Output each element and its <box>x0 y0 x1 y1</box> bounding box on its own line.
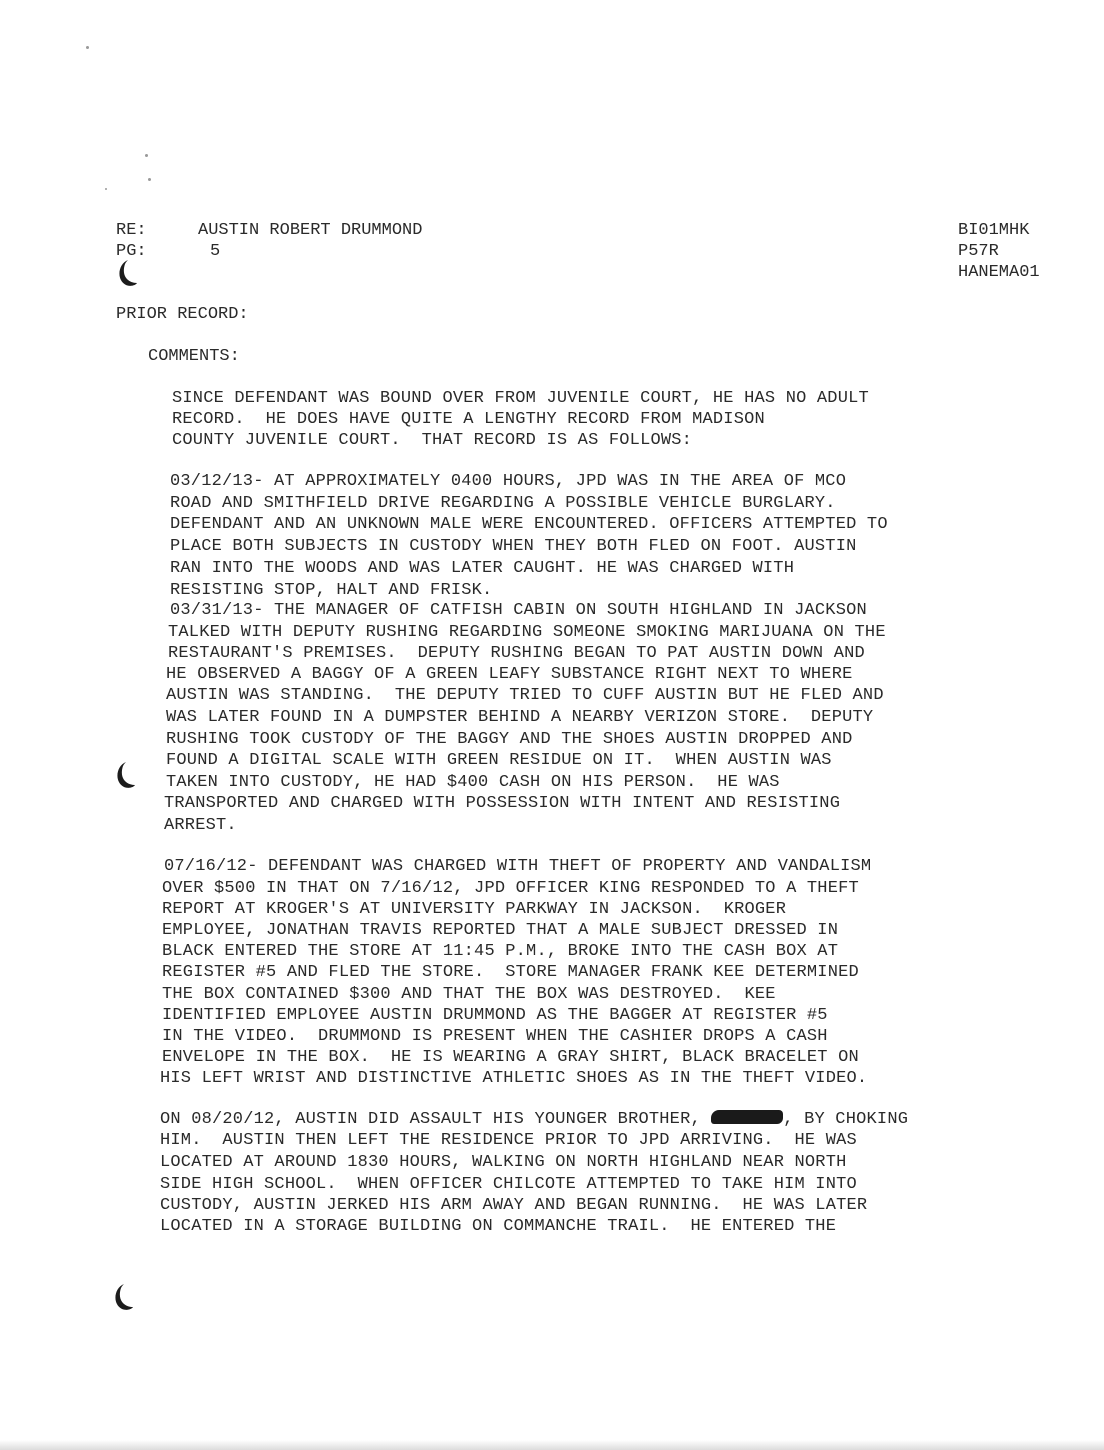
scan-speck <box>148 178 151 181</box>
record-line: RESISTING STOP, HALT AND FRISK. <box>170 581 493 600</box>
scan-edge <box>0 1440 1104 1450</box>
record-line: EMPLOYEE, JONATHAN TRAVIS REPORTED THAT A MALE SUBJECT DRESSED IN <box>162 921 839 940</box>
record-line: RAN INTO THE WOODS AND WAS LATER CAUGHT. HE WAS CHARGED WITH <box>170 559 795 578</box>
record-line: SIDE HIGH SCHOOL. WHEN OFFICER CHILCOTE ATTEMPTED TO TAKE HIM INTO <box>160 1175 857 1194</box>
record-line: IN THE VIDEO. DRUMMOND IS PRESENT WHEN THE CASHIER DROPS A CASH <box>162 1027 828 1046</box>
pg-value: 5 <box>210 242 221 261</box>
record-line: CUSTODY, AUSTIN JERKED HIS ARM AWAY AND BEGAN RUNNING. HE WAS LATER <box>160 1196 868 1215</box>
record-line: ARREST. <box>164 816 237 835</box>
punch-hole-mark <box>108 1282 134 1312</box>
record-line: LOCATED AT AROUND 1830 HOURS, WALKING ON NORTH HIGHLAND NEAR NORTH <box>160 1153 847 1172</box>
re-label: RE: <box>116 221 147 240</box>
record-line: 03/12/13- AT APPROXIMATELY 0400 HOURS, JPD WAS IN THE AREA OF MCO <box>170 472 847 491</box>
scan-speck <box>145 154 148 157</box>
header-code-3: HANEMA01 <box>958 263 1040 282</box>
scan-speck <box>86 46 89 49</box>
record-line: REGISTER #5 AND FLED THE STORE. STORE MANAGER FRANK KEE DETERMINED <box>162 963 859 982</box>
record-line: THE BOX CONTAINED $300 AND THAT THE BOX WAS DESTROYED. KEE <box>162 985 776 1004</box>
record-line: AUSTIN WAS STANDING. THE DEPUTY TRIED TO CUFF AUSTIN BUT HE FLED AND <box>166 686 884 705</box>
intro-line: RECORD. HE DOES HAVE QUITE A LENGTHY RECORD FROM MADISON <box>172 410 765 429</box>
pg-label: PG: <box>116 242 147 261</box>
record-line: REPORT AT KROGER'S AT UNIVERSITY PARKWAY IN JACKSON. KROGER <box>162 900 787 919</box>
comments-label: COMMENTS: <box>148 347 240 366</box>
record-line: DEFENDANT AND AN UNKNOWN MALE WERE ENCOUNTERED. OFFICERS ATTEMPTED TO <box>170 515 888 534</box>
punch-hole-mark <box>112 258 138 288</box>
record-line: OVER $500 IN THAT ON 7/16/12, JPD OFFICER KING RESPONDED TO A THEFT <box>162 879 859 898</box>
record-line: HIS LEFT WRIST AND DISTINCTIVE ATHLETIC SHOES AS IN THE THEFT VIDEO. <box>160 1069 868 1088</box>
punch-hole-mark <box>110 760 136 790</box>
record-line: BLACK ENTERED THE STORE AT 11:45 P.M., BROKE INTO THE CASH BOX AT <box>162 942 839 961</box>
scan-speck <box>105 188 107 190</box>
record-line: IDENTIFIED EMPLOYEE AUSTIN DRUMMOND AS THE BAGGER AT REGISTER #5 <box>162 1006 828 1025</box>
record-line: LOCATED IN A STORAGE BUILDING ON COMMANCHE TRAIL. HE ENTERED THE <box>160 1217 837 1236</box>
record-line: TAKEN INTO CUSTODY, HE HAD $400 CASH ON HIS PERSON. HE WAS <box>166 773 780 792</box>
re-value: AUSTIN ROBERT DRUMMOND <box>198 221 423 240</box>
record-line: TALKED WITH DEPUTY RUSHING REGARDING SOMEONE SMOKING MARIJUANA ON THE <box>168 623 886 642</box>
record-line: TRANSPORTED AND CHARGED WITH POSSESSION WITH INTENT AND RESISTING <box>164 794 841 813</box>
record-line <box>160 1110 908 1129</box>
record-line: FOUND A DIGITAL SCALE WITH GREEN RESIDUE ON IT. WHEN AUSTIN WAS <box>166 751 832 770</box>
record-line-end: , BY CHOKING <box>783 1110 909 1129</box>
record-line: RUSHING TOOK CUSTODY OF THE BAGGY AND THE SHOES AUSTIN DROPPED AND <box>166 730 853 749</box>
prior-record-heading: PRIOR RECORD: <box>116 305 249 324</box>
record-line-start: ON 08/20/12, AUSTIN DID ASSAULT HIS YOUNGER BROTHER, <box>160 1110 712 1129</box>
record-line: 07/16/12- DEFENDANT WAS CHARGED WITH THEFT OF PROPERTY AND VANDALISM <box>164 857 872 876</box>
header-code-2: P57R <box>958 242 999 261</box>
record-line: ENVELOPE IN THE BOX. HE IS WEARING A GRAY SHIRT, BLACK BRACELET ON <box>162 1048 859 1067</box>
redaction-mark <box>711 1110 783 1124</box>
record-line: RESTAURANT'S PREMISES. DEPUTY RUSHING BEGAN TO PAT AUSTIN DOWN AND <box>168 644 865 663</box>
header-code-1: BI01MHK <box>958 221 1030 240</box>
record-line: HE OBSERVED A BAGGY OF A GREEN LEAFY SUBSTANCE RIGHT NEXT TO WHERE <box>166 665 853 684</box>
record-line: ROAD AND SMITHFIELD DRIVE REGARDING A POSSIBLE VEHICLE BURGLARY. <box>170 494 836 513</box>
intro-line: COUNTY JUVENILE COURT. THAT RECORD IS AS FOLLOWS: <box>172 431 693 450</box>
record-line: HIM. AUSTIN THEN LEFT THE RESIDENCE PRIOR TO JPD ARRIVING. HE WAS <box>160 1131 857 1150</box>
intro-line: SINCE DEFENDANT WAS BOUND OVER FROM JUVENILE COURT, HE HAS NO ADULT <box>172 389 869 408</box>
record-line: 03/31/13- THE MANAGER OF CATFISH CABIN ON SOUTH HIGHLAND IN JACKSON <box>170 601 867 620</box>
record-line: WAS LATER FOUND IN A DUMPSTER BEHIND A NEARBY VERIZON STORE. DEPUTY <box>166 708 874 727</box>
record-line: PLACE BOTH SUBJECTS IN CUSTODY WHEN THEY BOTH FLED ON FOOT. AUSTIN <box>170 537 857 556</box>
